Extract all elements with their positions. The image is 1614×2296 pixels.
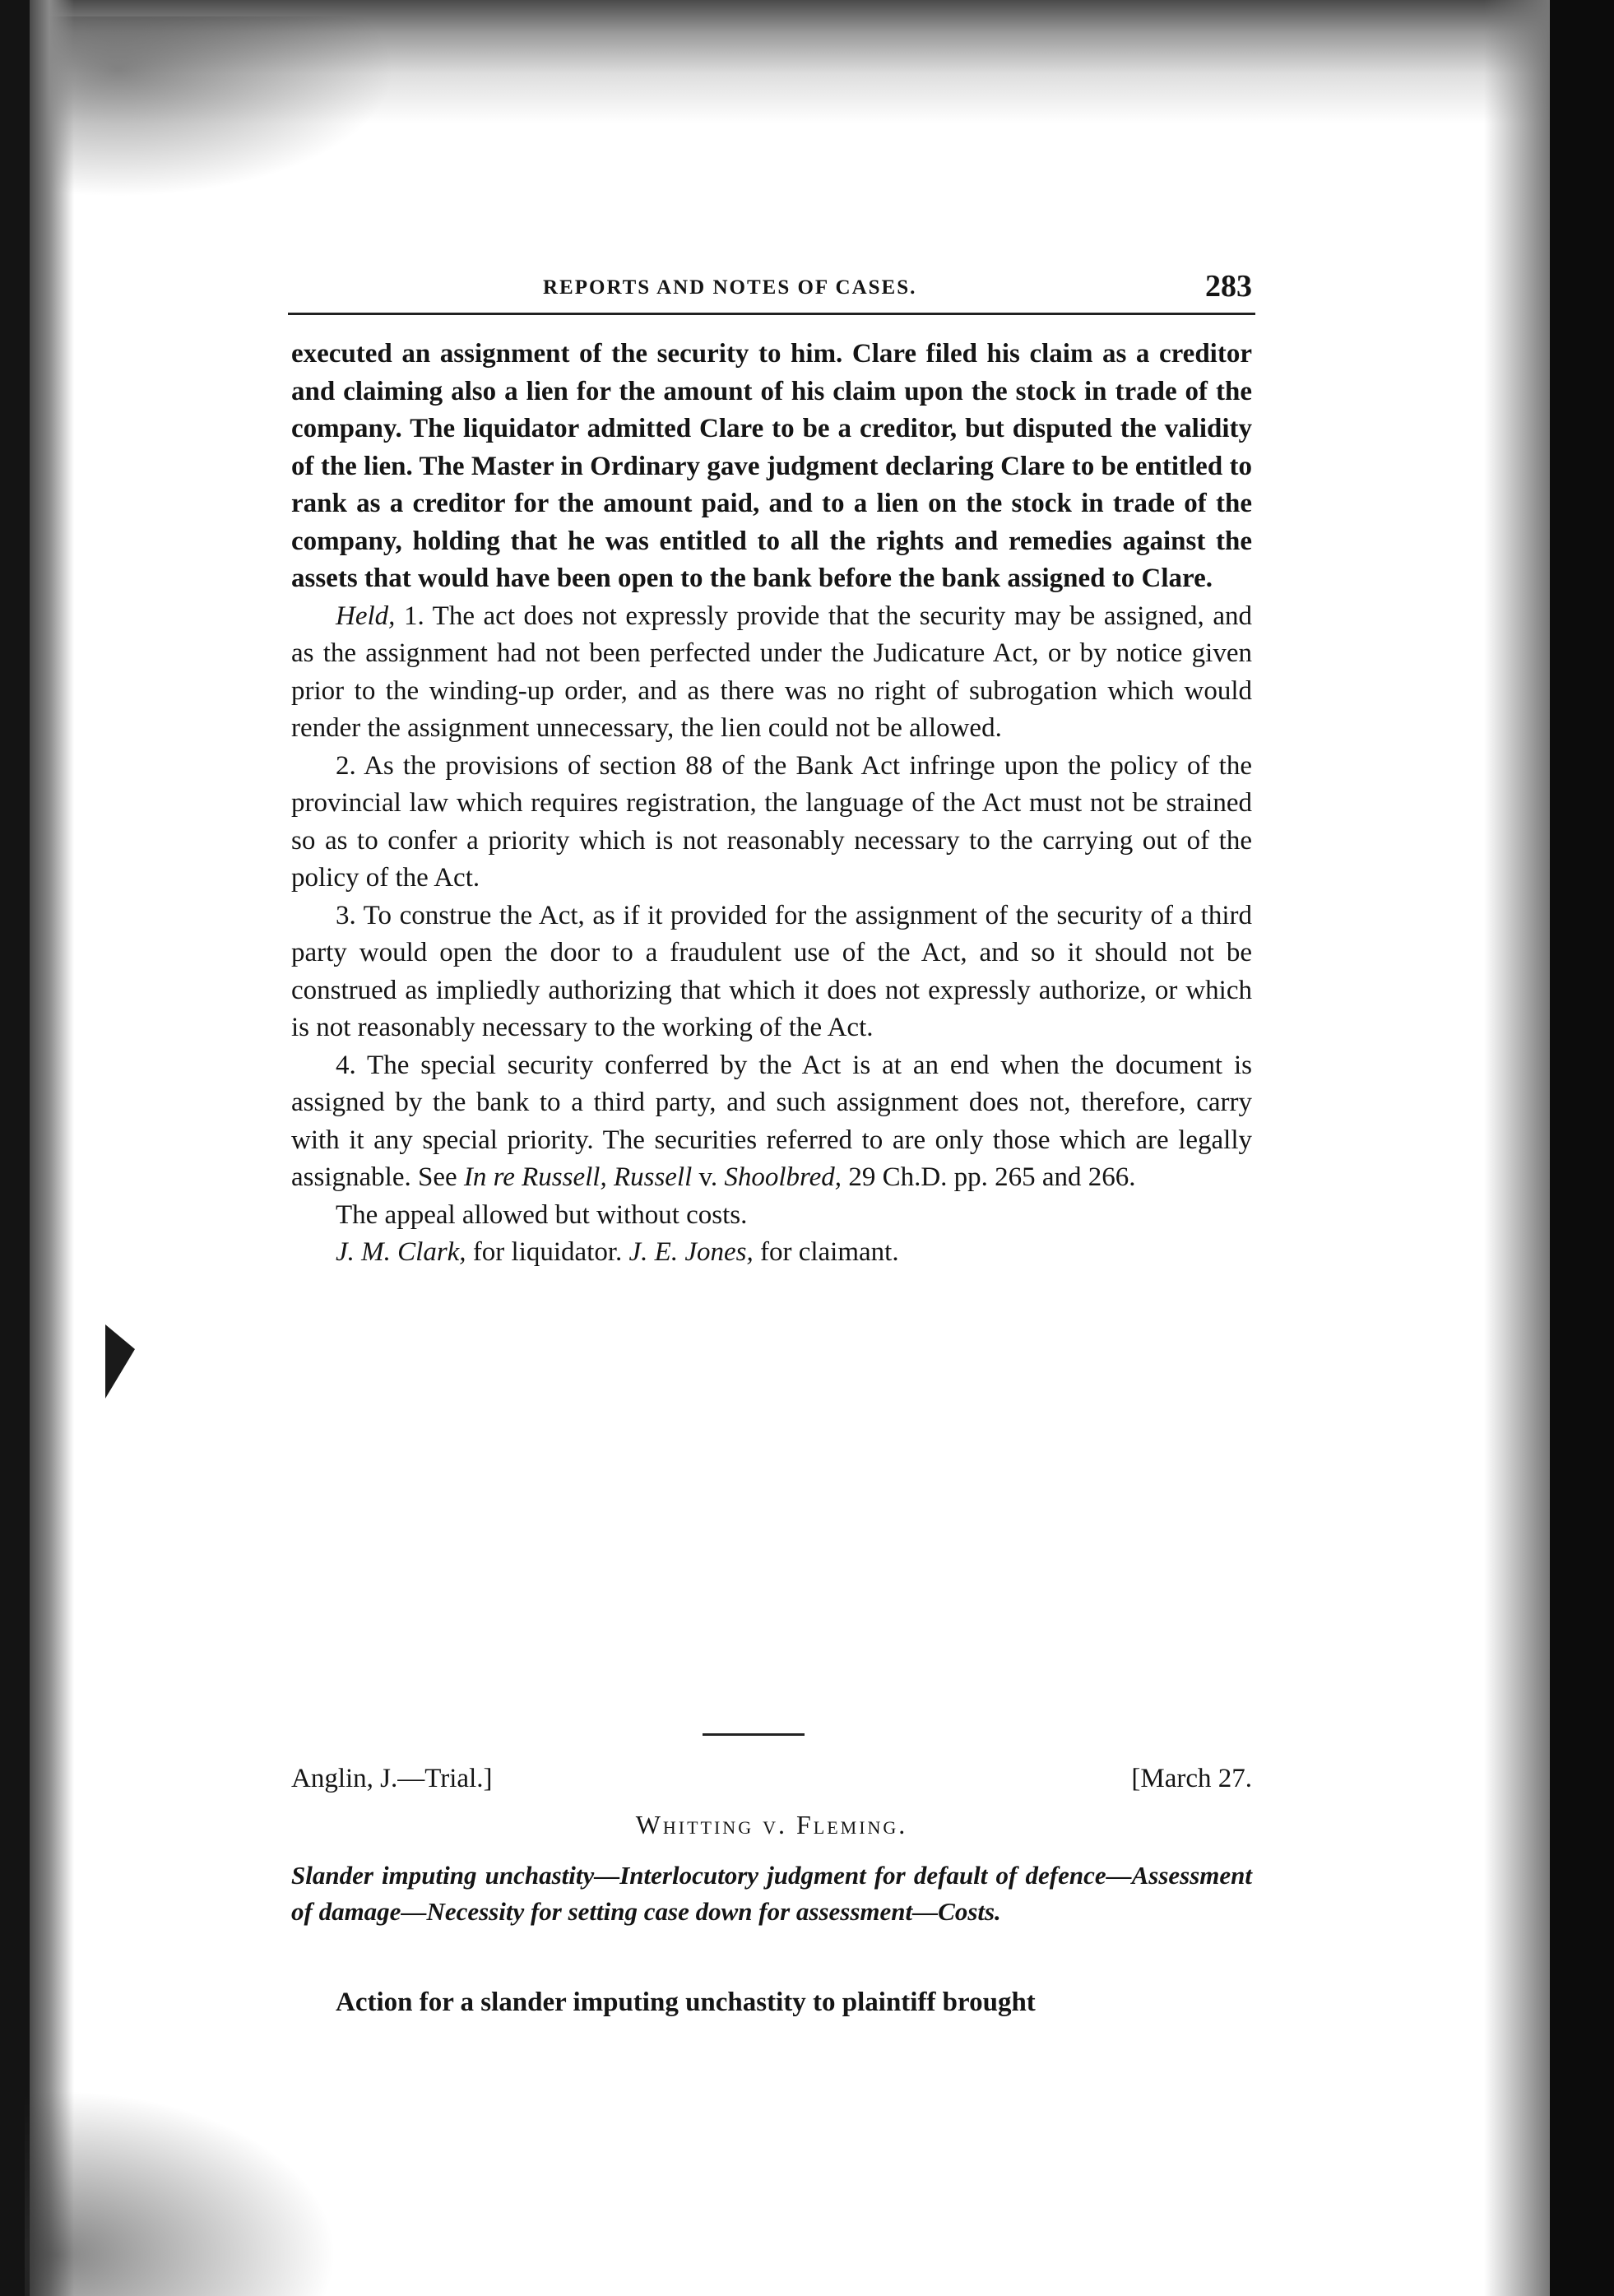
counsel-role-1: for liquidator. [466,1237,629,1267]
citation-case-name: In re Russell, Russell [463,1162,693,1192]
opening-paragraph: executed an assignment of the security to him. Clare filed his claim as a creditor and claiming also a lien for the amount of his claim upon the stock in trade of the company. The liquidator admitted Clare to be a creditor, but disputed the validity of the lien. The Master in Ordinary gave judgment declaring Clare to be entitled to rank as a creditor for the amount paid, and to a lien on the stock in trade of the company, holding that he was entitled to all the rights and remedies against the assets that would have been open to the bank before the bank assigned to Clare. [291,339,1252,593]
scan-right-shadow [1484,0,1550,2296]
page-content [291,262,1252,2017]
case-divider [703,1733,805,1736]
running-head-title: REPORTS AND NOTES OF CASES. [543,276,917,299]
scan-left-border [0,0,30,2296]
held-paragraph [291,598,1252,748]
judge-line: Anglin, J.—Trial.] [291,1764,493,1793]
citation-versus: v. [692,1162,725,1192]
case-headnote: Slander imputing unchastity—Interlocutory judgment for default of defence—Assessment of damage—Necessity for setting case down for assessment—Costs. [291,1861,1252,1926]
holding-paragraph-2: 2. As the provisions of section 88 of the Bank Act infringe upon the policy of the provincial law which requires registration, the language of the Act must not be strained so as to confer a priority which is not reasonably necessary to the carrying out of the policy of the Act. [291,750,1252,893]
citation-reference: 29 Ch.D. pp. 265 and 266. [842,1162,1136,1192]
holding-paragraph-4 [291,1047,1252,1197]
scan-right-border [1550,0,1614,2296]
counsel-name-2: J. E. Jones, [628,1237,754,1267]
page-number: 283 [1205,269,1252,304]
scan-margin-mark [105,1324,135,1398]
scan-smudge-top-left [49,16,395,197]
holding-4-text: 4. The special security conferred by the Act is at an end when the document is assigned by the bank to a third party, and such assignment does not, therefore, carry with it any special priority. The securities referred to are only those which are legally assignable. See [291,1050,1252,1192]
case-title: Whitting v. Fleming. [635,1810,908,1839]
held-text: 1. The act does not expressly provide that the security may be assigned, and as the assignment had not been perfected under the Judicature Act, or by notice given prior to the winding-up order, and as there was no right of subrogation which would render the assignment unnecessary, the lien could not be allowed. [291,601,1252,743]
held-label: Held, [336,601,396,631]
disposition: The appeal allowed but without costs. [336,1199,748,1230]
scan-smudge-bottom-left [25,2090,337,2296]
citation-defendant: Shoolbred, [724,1162,842,1192]
case-date: [March 27. [1131,1764,1252,1793]
case-report-body [291,336,1252,1272]
running-head [291,262,1252,311]
case-first-line: Action for a slander imputing unchastity to plaintiff brought [336,1988,1036,2017]
counsel-line [291,1234,1252,1272]
counsel-role-2: for claimant. [753,1237,899,1267]
holding-paragraph-3: 3. To construe the Act, as if it provided for the assignment of the security of a third party would open the door to a fraudulent use of the Act, and so it should not be construed as impliedly authorizing that which it does not expressly authorize, or which is not reasonably necessary to the working of the Act. [291,900,1252,1042]
header-rule [288,313,1255,315]
counsel-name-1: J. M. Clark, [336,1237,466,1267]
